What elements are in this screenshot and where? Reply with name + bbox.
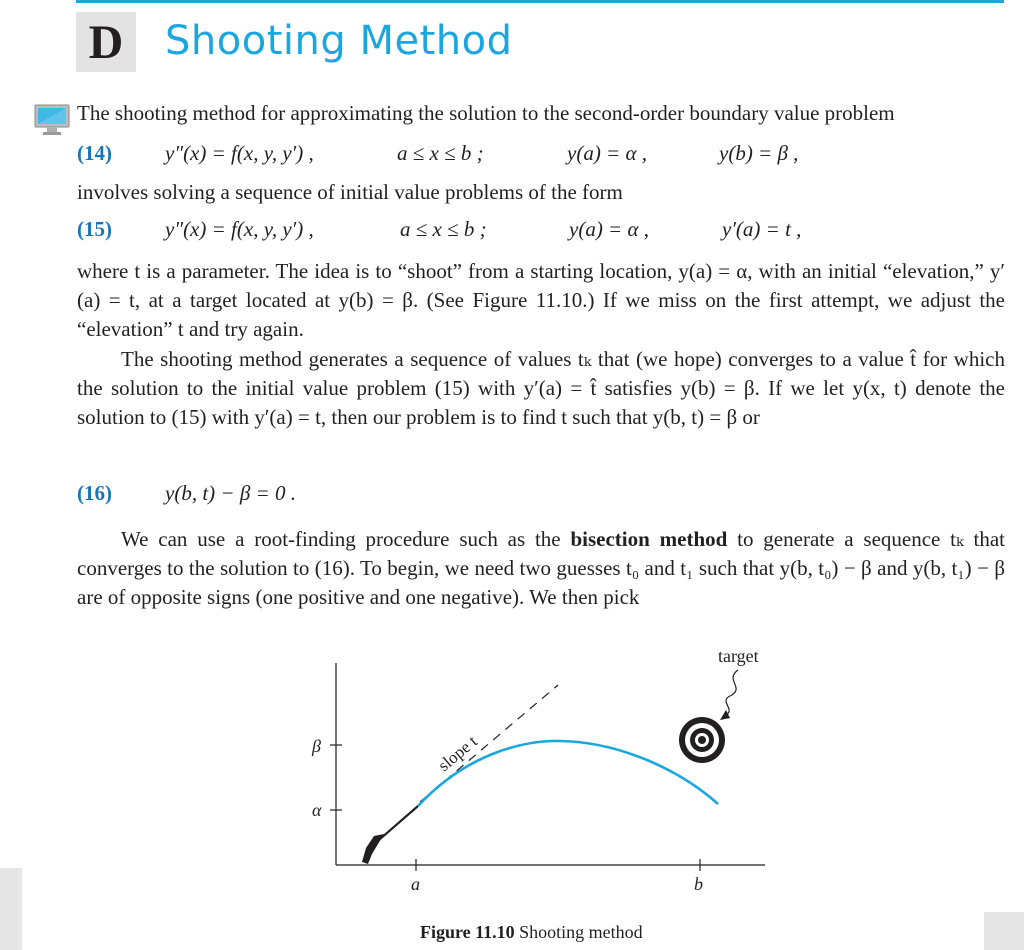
target-icon	[679, 717, 725, 763]
b-label: b	[694, 874, 703, 894]
monitor-icon[interactable]	[34, 104, 70, 141]
equation-boundary: y(b) = β ,	[719, 141, 799, 165]
equation-15	[77, 217, 977, 246]
equation-domain: a ≤ x ≤ b ;	[397, 141, 484, 165]
where-paragraph: where t is a parameter. The idea is to “shoot” from a starting location, y(a) = α, with an initial “elevation,” y′(a) = t, at a target located at y(b) = β. (See Figure 11.10.) If we miss on the first attempt, we adjust the “elevation” t and try again.	[77, 259, 1005, 341]
equation-initial: y(a) = α ,	[567, 141, 648, 165]
rifle-stock	[362, 834, 384, 864]
equation-14	[77, 141, 977, 170]
generates-paragraph: The shooting method generates a sequence of values tₖ that (we hope) converges to a value t̂ for which the solution to the initial value problem (15) with y′(a) = t̂ satisfies y(b) = β. If we let y(x, t) denote the solution to (15) with y′(a) = t, then our problem is to find t such that y(b, t) = β or	[77, 347, 1005, 429]
section-letter: D	[76, 12, 136, 72]
equation-number: (14)	[77, 141, 112, 165]
caption-text: Shooting method	[514, 922, 643, 942]
equation-number: (16)	[77, 481, 112, 505]
bisection-paragraph	[77, 525, 1005, 612]
caption-number: Figure 11.10	[420, 922, 515, 942]
equation-domain: a ≤ x ≤ b ;	[400, 217, 487, 241]
bisection-text-pre: We can use a root-finding procedure such as the	[121, 527, 571, 551]
section-rule	[76, 0, 1004, 3]
slope-label: slope t	[434, 731, 481, 776]
target-label: target	[718, 646, 759, 666]
section-title: Shooting Method	[165, 18, 513, 64]
alpha-label: α	[312, 800, 322, 820]
equation-root: y(b, t) − β = 0 .	[165, 481, 296, 505]
equation-slope: y′(a) = t ,	[722, 217, 802, 241]
equation-16	[77, 481, 577, 510]
beta-label: β	[312, 736, 321, 756]
equation-number: (15)	[77, 217, 112, 241]
intro-paragraph: The shooting method for approximating the solution to the second-order boundary value problem	[77, 101, 895, 125]
a-label: a	[411, 874, 420, 894]
involves-paragraph: involves solving a sequence of initial value problems of the form	[77, 180, 623, 204]
equation-ode: y″(x) = f(x, y, y′) ,	[165, 141, 314, 165]
page-edge-tab-right	[984, 912, 1024, 950]
shooting-figure	[0, 630, 1024, 915]
page-edge-tab-left	[0, 868, 22, 950]
bisection-term: bisection method	[570, 527, 728, 551]
target-pointer	[724, 670, 738, 716]
figure-caption	[420, 922, 643, 943]
bisection-text-post: to generate a sequence tₖ that converges to the solution to (16). To begin, we need two guesses t₀ and t₁ such that y(b, t₀) − β and y(b, t₁) − β are of opposite signs (one positive and one negative). We then pick	[77, 527, 1005, 609]
equation-initial: y(a) = α ,	[569, 217, 650, 241]
equation-ode: y″(x) = f(x, y, y′) ,	[165, 217, 314, 241]
